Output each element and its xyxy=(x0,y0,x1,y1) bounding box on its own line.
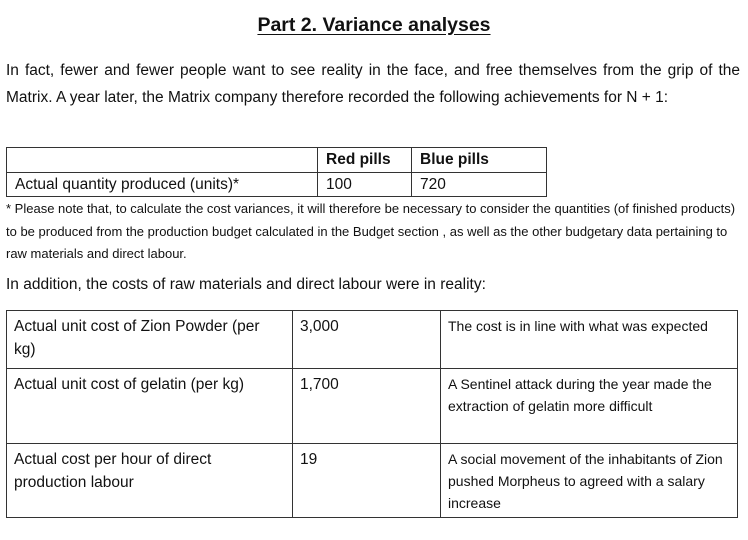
blue-pills-quantity: 720 xyxy=(412,173,547,197)
cost-label: Actual unit cost of gelatin (per kg) xyxy=(7,369,293,444)
quantity-table xyxy=(6,147,547,197)
table-row xyxy=(7,444,738,518)
section-title: Part 2. Variance analyses xyxy=(257,14,491,36)
cost-comment: A Sentinel attack during the year made the extraction of gelatin more difficult xyxy=(441,369,738,444)
cost-comment: The cost is in line with what was expected xyxy=(441,311,738,369)
costs-intro: In addition, the costs of raw materials and direct labour were in reality: xyxy=(6,276,486,293)
red-pills-quantity: 100 xyxy=(318,173,412,197)
footnote: * Please note that, to calculate the cost variances, it will therefore be necessary to consider the quantities (of finished products) to be produced from the production budget calculated in the Budget section , as well as the other budgetary data pertaining to raw materials and direct labour. xyxy=(6,201,736,261)
header-red-pills: Red pills xyxy=(318,148,412,173)
cost-value: 3,000 xyxy=(293,311,441,369)
header-empty xyxy=(7,148,318,173)
quantity-table-header xyxy=(7,148,547,173)
cost-value: 1,700 xyxy=(293,369,441,444)
cost-comment: A social movement of the inhabitants of Zion pushed Morpheus to agreed with a salary increase xyxy=(441,444,738,518)
cost-value: 19 xyxy=(293,444,441,518)
table-row xyxy=(7,311,738,369)
cost-table xyxy=(6,310,738,518)
cost-label: Actual unit cost of Zion Powder (per kg) xyxy=(7,311,293,369)
intro-paragraph: In fact, fewer and fewer people want to see reality in the face, and free themselves from the grip of the Matrix. A year later, the Matrix company therefore recorded the following achievements for N + 1: xyxy=(6,62,740,106)
table-row xyxy=(7,173,547,197)
table-row xyxy=(7,369,738,444)
header-blue-pills: Blue pills xyxy=(412,148,547,173)
cost-label: Actual cost per hour of direct production labour xyxy=(7,444,293,518)
row-label: Actual quantity produced (units)* xyxy=(7,173,318,197)
